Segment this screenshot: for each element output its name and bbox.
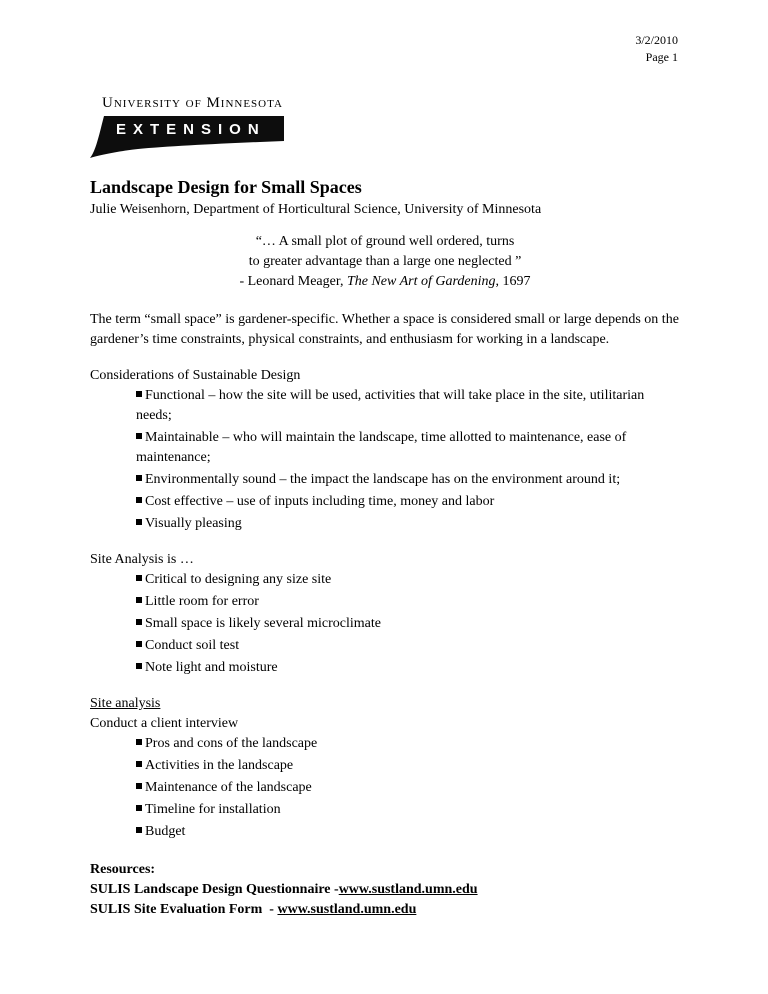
resource-label: SULIS Landscape Design Questionnaire - [90,882,339,897]
bullet-text: Conduct soil test [145,638,240,653]
bullet-item [136,778,680,798]
page-header [635,32,678,66]
bullet-text: Cost effective – use of inputs including time, money and labor [145,494,495,509]
epigraph-quote [90,232,680,292]
square-bullet-icon [136,641,142,647]
square-bullet-icon [136,805,142,811]
quote-book-title: The New Art of Gardening [346,274,496,289]
square-bullet-icon [136,783,142,789]
bullet-item [136,470,680,490]
bullet-item [136,658,680,678]
bullet-item [136,570,680,590]
section-heading-site-analysis: Site analysis [90,696,161,711]
intro-paragraph: The term “small space” is gardener-specific. Whether a space is considered small or large depends on the gardener’s time constraints, physical constraints, and enthusiasm for working in a landscape. [90,312,679,347]
square-bullet-icon [136,475,142,481]
extension-banner [90,115,286,159]
bullet-text: Small space is likely several microclimate [145,616,381,631]
square-bullet-icon [136,761,142,767]
bullet-text: Pros and cons of the landscape [145,736,318,751]
bullet-text: Critical to designing any size site [145,572,332,587]
bullet-text: Note light and moisture [145,660,278,675]
site-analysis-list [136,570,680,678]
square-bullet-icon [136,433,142,439]
square-bullet-icon [136,739,142,745]
quote-line-1: “… A small plot of ground well ordered, turns [255,234,515,249]
header-page-number: Page 1 [645,50,678,64]
square-bullet-icon [136,497,142,503]
resource-link-site-evaluation[interactable]: www.sustland.umn.edu [277,902,417,917]
quote-attribution [90,272,680,292]
quote-attribution-prefix: - Leonard Meager, [239,274,347,289]
bullet-item [136,734,680,754]
header-date: 3/2/2010 [635,33,678,47]
university-wordmark: University of Minnesota [102,95,283,111]
bullet-text: Budget [145,824,186,839]
bullet-item [136,514,680,534]
bullet-text: Maintainable – who will maintain the landscape, time allotted to maintenance, ease of maintenance; [136,430,627,465]
section-heading-site-analysis-is: Site Analysis is … [90,552,194,567]
square-bullet-icon [136,663,142,669]
square-bullet-icon [136,619,142,625]
section-heading-considerations: Considerations of Sustainable Design [90,368,301,383]
bullet-text: Maintenance of the landscape [145,780,312,795]
square-bullet-icon [136,827,142,833]
bullet-item [136,800,680,820]
bullet-item [136,636,680,656]
bullet-text: Environmentally sound – the impact the landscape has on the environment around it; [145,472,621,487]
bullet-item [136,756,680,776]
bullet-text: Visually pleasing [145,516,242,531]
document-byline: Julie Weisenhorn, Department of Horticultural Science, University of Minnesota [90,202,542,217]
bullet-item [136,592,680,612]
bullet-text: Activities in the landscape [145,758,294,773]
considerations-list [136,386,680,534]
bullet-item [136,386,680,426]
bullet-text: Little room for error [145,594,259,609]
quote-line-2: to greater advantage than a large one neglected ” [248,254,522,269]
bullet-item [136,614,680,634]
square-bullet-icon [136,597,142,603]
square-bullet-icon [136,575,142,581]
client-interview-line: Conduct a client interview [90,716,239,731]
client-interview-list [136,734,680,842]
bullet-text: Timeline for installation [145,802,281,817]
quote-attribution-suffix: , 1697 [495,274,531,289]
extension-banner-label: EXTENSION [116,121,266,138]
bullet-item [136,428,680,468]
resource-line [90,900,680,920]
resource-link-questionnaire[interactable]: www.sustland.umn.edu [338,882,478,897]
resource-label: SULIS Site Evaluation Form - [90,902,278,917]
bullet-item [136,492,680,512]
resources-heading: Resources: [90,862,156,877]
square-bullet-icon [136,391,142,397]
document-title: Landscape Design for Small Spaces [90,177,362,197]
square-bullet-icon [136,519,142,525]
document-content [90,94,680,920]
umn-extension-logo [90,94,680,159]
bullet-text: Functional – how the site will be used, activities that will take place in the site, utilitarian needs; [136,388,645,423]
bullet-item [136,822,680,842]
resource-line [90,880,680,900]
resources-section [90,860,680,920]
